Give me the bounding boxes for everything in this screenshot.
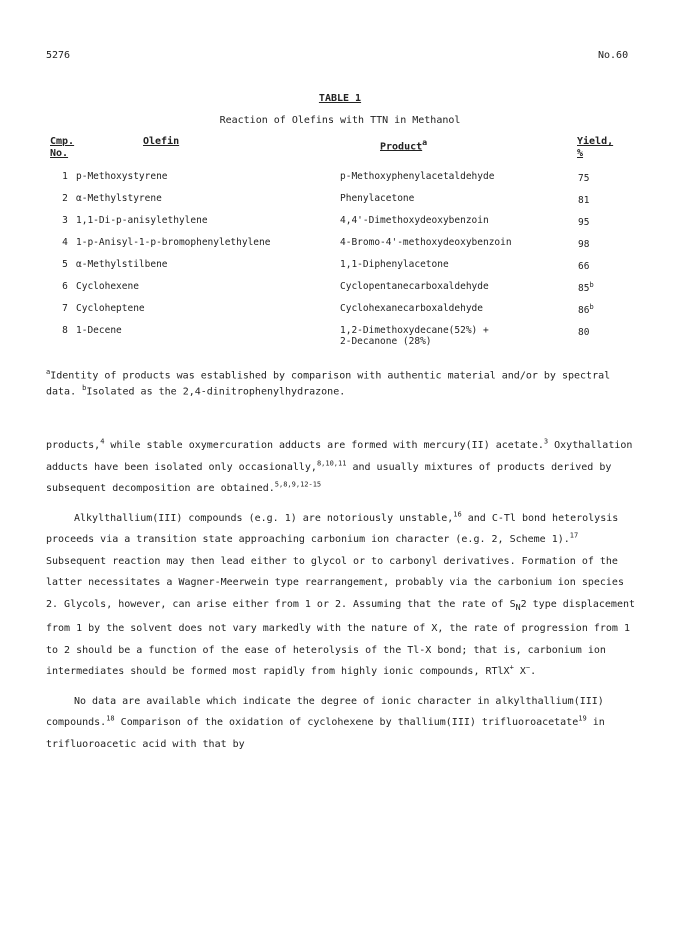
cell-product: 1,1-Diphenylacetone xyxy=(340,259,449,270)
table-row xyxy=(0,303,680,325)
paragraph: No data are available which indicate the degree of ionic character in alkylthallium(III) compounds.$^{18}$ Comparison of the oxidation of cyclohexene by thallium(III) trifluoroacetate$^{19}$ in trifluoroacetic acid with that by xyxy=(46,695,605,750)
cell-product: Cyclopentanecarboxaldehyde xyxy=(340,281,489,292)
cell-no: 2 xyxy=(62,193,68,204)
cell-yield: 85$^b$ xyxy=(578,281,594,295)
cell-olefin: p-Methoxystyrene xyxy=(76,171,168,182)
cell-product: Cyclohexanecarboxaldehyde xyxy=(340,303,483,314)
table-title: TABLE 1 xyxy=(318,93,362,104)
cell-yield: 81 xyxy=(578,195,590,207)
table-row xyxy=(0,215,680,237)
cell-no: 4 xyxy=(62,237,68,248)
cell-olefin: 1-p-Anisyl-1-p-bromophenylethylene xyxy=(76,237,271,248)
table-caption: Reaction of Olefins with TTN in Methanol xyxy=(219,115,461,126)
cell-olefin: α-Methylstyrene xyxy=(76,193,162,204)
page-number: 5276 xyxy=(46,50,71,61)
cell-no: 7 xyxy=(62,303,68,314)
cell-no: 5 xyxy=(62,259,68,270)
cell-yield: 86$^b$ xyxy=(578,303,594,317)
paragraph: products,$^4$ while stable oxymercuration adducts are formed with mercury(II) acetate.$^3$ Oxythallation adducts have been isolated only occasionally,$^{8,10,11}$ and usually mixtures of products derived by subsequent decomposition are obtained.$^{5,8,9,12-15}$ xyxy=(46,437,633,494)
table-row xyxy=(0,281,680,303)
cell-olefin: Cycloheptene xyxy=(76,303,145,314)
table-row xyxy=(0,325,680,349)
cell-olefin: Cyclohexene xyxy=(76,281,139,292)
body-text xyxy=(46,435,642,755)
cell-olefin: 1-Decene xyxy=(76,325,122,336)
cell-no: 1 xyxy=(62,171,68,182)
table-body xyxy=(0,171,680,349)
issue-number: No.60 xyxy=(598,50,629,61)
column-header-olefin: Olefin xyxy=(143,136,180,147)
cell-product: p-Methoxyphenylacetaldehyde xyxy=(340,171,495,182)
table-row xyxy=(0,171,680,193)
column-header-cmp: Cmp. No. xyxy=(50,136,75,159)
cell-no: 6 xyxy=(62,281,68,292)
cell-yield: 98 xyxy=(578,239,590,251)
cell-yield: 75 xyxy=(578,173,590,185)
cell-product: Phenylacetone xyxy=(340,193,415,204)
cell-product: 4-Bromo-4'-methoxydeoxybenzoin xyxy=(340,237,512,248)
table-row xyxy=(0,193,680,215)
cell-olefin: α-Methylstilbene xyxy=(76,259,168,270)
table-footnotes: $^a$Identity of products was established by comparison with authentic material and/or by spectral data. $^b$Isolated as the 2,4-dinitrophenylhydrazone. xyxy=(46,368,611,398)
cell-no: 8 xyxy=(62,325,68,336)
cell-product: 4,4'-Dimethoxydeoxybenzoin xyxy=(340,215,489,226)
table-row xyxy=(0,237,680,259)
cell-no: 3 xyxy=(62,215,68,226)
column-header-yield: Yield, % xyxy=(577,136,614,159)
cell-yield: 80 xyxy=(578,327,590,339)
column-header-product: Product$^a$ xyxy=(380,137,428,153)
cell-yield: 95 xyxy=(578,217,590,229)
cell-olefin: 1,1-Di-p-anisylethylene xyxy=(76,215,208,226)
cell-product: 1,2-Dimethoxydecane(52%) + 2-Decanone (28%) xyxy=(340,325,489,347)
table-row xyxy=(0,259,680,281)
paragraph: Alkylthallium(III) compounds (e.g. 1) are notoriously unstable,$^{16}$ and C-Tl bond heterolysis proceeds via a transition state approaching carbonium ion character (e.g. 2, Scheme 1).$^{17}$ Subsequent reaction may then lead either to glycol or to carbonyl derivatives. Formation of the latter necessitates a Wagner-Meerwein type rearrangement, probably via the carbonium ion species 2. Glycols, however, can arise either from 1 or 2. Assuming that the rate of $S_N2$ type displacement from 1 by the solvent does not vary markedly with the nature of X, the rate of progression from 1 to 2 should be a function of the ease of heterolysis of the Tl-X bond; that is, carbonium ion intermediates should be formed most rapidly from highly ionic compounds, RTlX+ X−. xyxy=(46,510,636,677)
cell-yield: 66 xyxy=(578,261,590,273)
